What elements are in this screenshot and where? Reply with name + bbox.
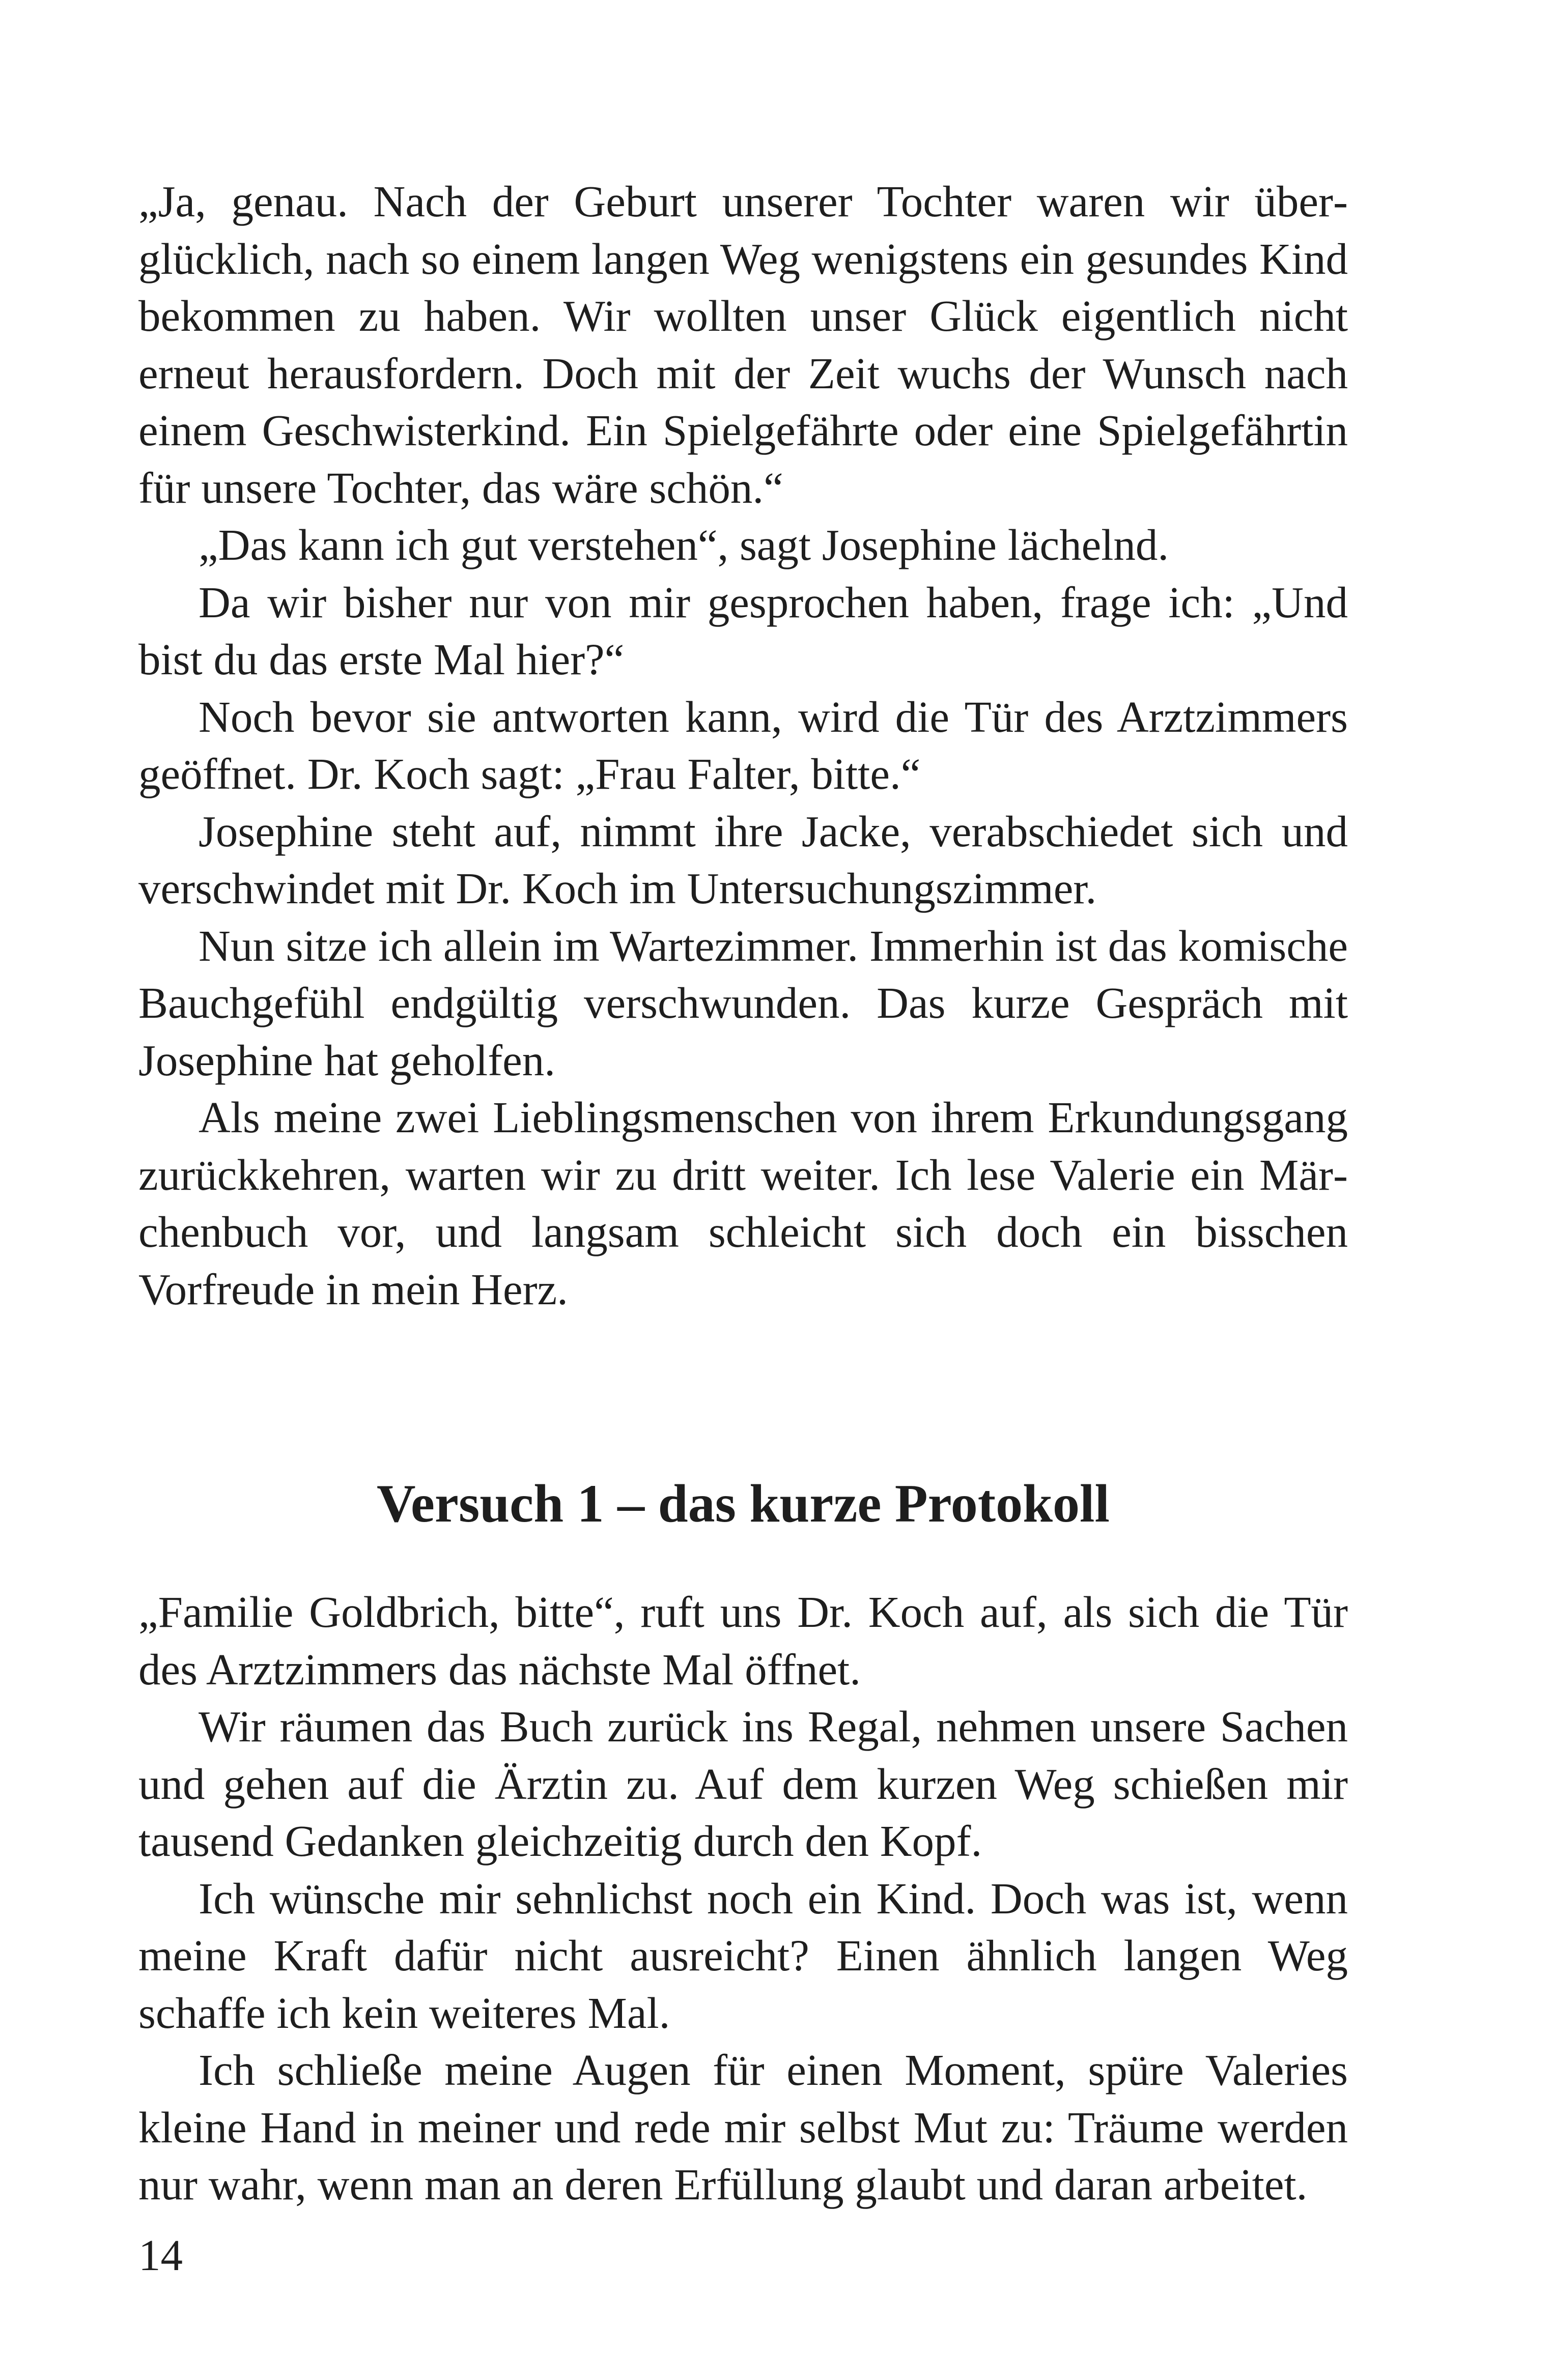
paragraph: Da wir bisher nur von mir gesprochen haben, frage ich: „Und bist du das erste Mal hier?“: [138, 577, 1348, 684]
paragraph: „Ja, genau. Nach der Geburt unserer Tochter waren wir überglücklich, nach so einem langen Weg wenigstens ein gesundes Kind bekommen zu haben. Wir wollten unser Glück eigentlich nicht erneut herausfordern. Doch mit der Zeit wuchs der Wunsch nach einem Geschwisterkind. Ein Spielgefährte oder eine Spielgefährtin für unsere Tochter, das wäre schön.“: [138, 177, 1348, 512]
book-page: [138, 173, 1348, 2214]
paragraph: Josephine steht auf, nimmt ihre Jacke, verabschiedet sich und verschwindet mit Dr. Koch im Untersuchungszimmer.: [138, 806, 1348, 913]
paragraph: Als meine zwei Lieblingsmenschen von ihrem Erkundungsgang zurückkehren, warten wir zu dritt weiter. Ich lese Valerie ein Märchenbuch vor, und langsam schleicht sich doch ein bisschen Vorfreude in mein Herz.: [138, 1093, 1348, 1314]
page-number: 14: [138, 2230, 183, 2280]
paragraph: Ich wünsche mir sehnlichst noch ein Kind. Doch was ist, wenn meine Kraft dafür nicht ausreicht? Einen ähnlich langen Weg schaffe ich kein weiteres Mal.: [138, 1873, 1348, 2038]
chapter-heading: Versuch 1 – das kurze Protokoll: [377, 1474, 1110, 1533]
paragraph: „Familie Goldbrich, bitte“, ruft uns Dr. Koch auf, als sich die Tür des Arztzimmers das nächste Mal öffnet.: [138, 1587, 1348, 1694]
paragraph: Noch bevor sie antworten kann, wird die Tür des Arztzimmers geöffnet. Dr. Koch sagt: „Frau Falter, bitte.“: [138, 692, 1348, 798]
paragraph: Nun sitze ich allein im Wartezimmer. Immerhin ist das komische Bauchgefühl endgültig verschwunden. Das kurze Gespräch mit Josephine hat geholfen.: [138, 921, 1348, 1085]
paragraph: Wir räumen das Buch zurück ins Regal, nehmen unsere Sachen und gehen auf die Ärztin zu. Auf dem kurzen Weg schießen mir tausend Gedanken gleichzeitig durch den Kopf.: [138, 1702, 1348, 1866]
paragraph: „Das kann ich gut verstehen“, sagt Josephine lächelnd.: [199, 520, 1169, 569]
paragraph: Ich schließe meine Augen für einen Moment, spüre Valeries kleine Hand in meiner und rede mir selbst Mut zu: Träume werden nur wahr, wenn man an deren Erfüllung glaubt und daran arbeitet.: [138, 2045, 1348, 2209]
